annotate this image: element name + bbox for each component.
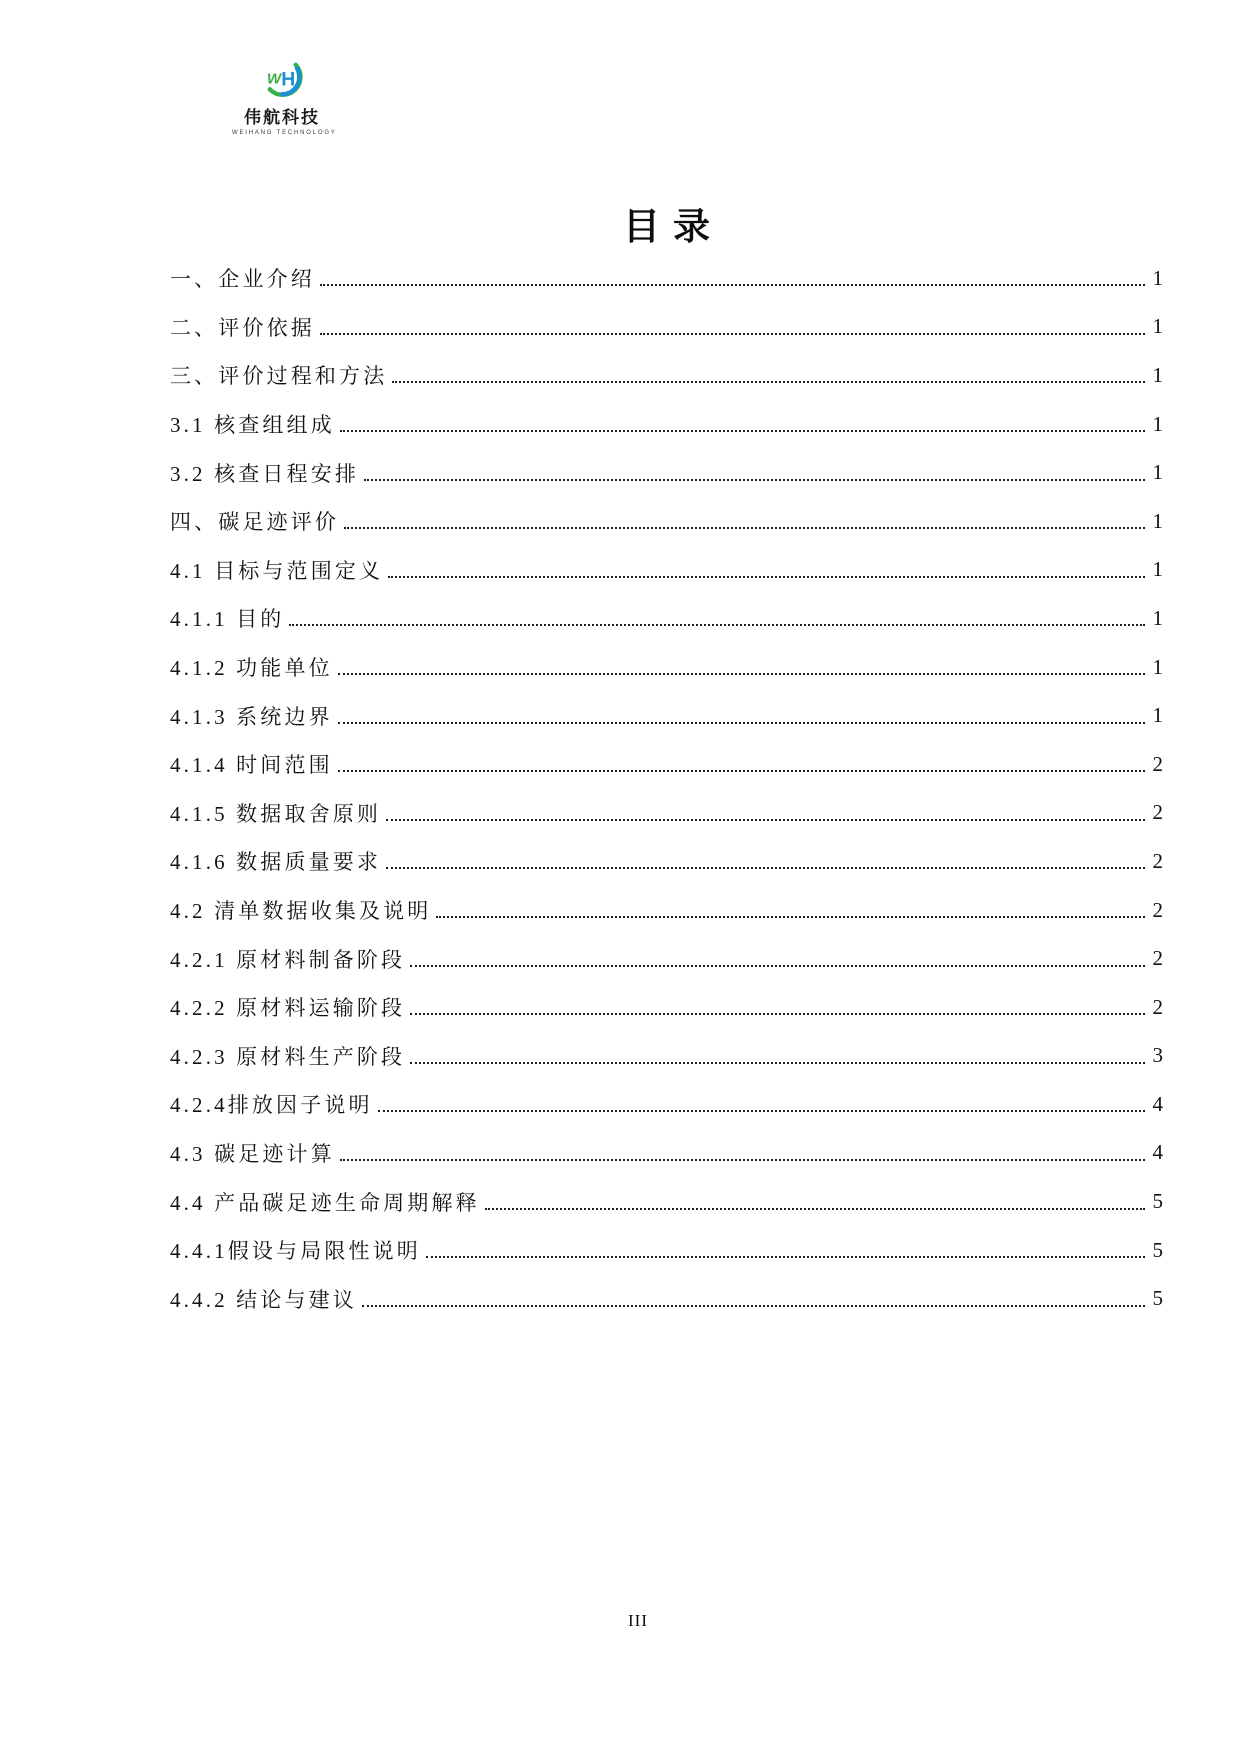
logo-letter-w: W: [266, 70, 282, 88]
toc-page-number: 2: [1152, 897, 1163, 922]
toc-entry[interactable]: [170, 983, 1163, 1032]
toc-page-number: 5: [1152, 1189, 1163, 1214]
toc-leader-dots: [344, 527, 1145, 529]
toc-entry-label: 三、评价过程和方法: [170, 364, 388, 389]
toc-entry[interactable]: [170, 546, 1163, 595]
toc-entry-label: 4.1.6 数据质量要求: [170, 850, 382, 875]
toc-title: 目录: [623, 207, 723, 248]
toc-leader-dots: [320, 284, 1145, 286]
toc-entry[interactable]: [170, 886, 1163, 935]
toc-page-number: 1: [1152, 557, 1163, 582]
toc-leader-dots: [410, 1062, 1145, 1064]
toc-page-number: 5: [1152, 1286, 1163, 1311]
toc-leader-dots: [338, 722, 1145, 724]
toc-page-number: 1: [1152, 508, 1163, 533]
toc-page-number: 4: [1152, 1091, 1163, 1116]
toc-entry-label: 一、企业介绍: [170, 267, 315, 292]
toc-leader-dots: [386, 867, 1145, 869]
toc-entry-label: 4.3 碳足迹计算: [170, 1141, 335, 1166]
toc-entry[interactable]: [170, 594, 1163, 643]
toc-entry-label: 4.4 产品碳足迹生命周期解释: [170, 1190, 480, 1215]
toc-entry[interactable]: [170, 1032, 1163, 1081]
toc-entry[interactable]: [170, 837, 1163, 886]
toc-leader-dots: [340, 430, 1145, 432]
logo-brand-name-en: WEIHANG TECHNOLOGY: [232, 130, 337, 136]
toc-entry-label: 3.1 核查组组成: [170, 413, 335, 438]
toc-page-number: 4: [1152, 1140, 1163, 1165]
toc-entry-label: 4.4.2 结论与建议: [170, 1287, 357, 1312]
toc-entry-label: 4.1.3 系统边界: [170, 704, 333, 729]
toc-leader-dots: [338, 673, 1145, 675]
toc-leader-dots: [340, 1159, 1145, 1161]
toc-page-number: 2: [1152, 848, 1163, 873]
toc-page-number: 3: [1152, 1043, 1163, 1068]
toc-leader-dots: [338, 770, 1145, 772]
toc-entry[interactable]: [170, 254, 1163, 303]
toc-entry-label: 4.2.2 原材料运输阶段: [170, 996, 406, 1021]
toc-entry[interactable]: [170, 691, 1163, 740]
toc-page-number: 2: [1152, 946, 1163, 971]
toc-entry[interactable]: [170, 740, 1163, 789]
toc-page-number: 1: [1152, 314, 1163, 339]
company-logo: [232, 54, 337, 136]
toc-entry-label: 4.1 目标与范围定义: [170, 558, 384, 583]
toc-leader-dots: [410, 1013, 1145, 1015]
toc-entry[interactable]: [170, 1080, 1163, 1129]
toc-leader-dots: [320, 333, 1145, 335]
toc-page-number: 5: [1152, 1237, 1163, 1262]
toc-page-number: 2: [1152, 751, 1163, 776]
toc-leader-dots: [386, 819, 1145, 821]
toc-entry-label: 3.2 核查日程安排: [170, 461, 359, 486]
logo-letter-h: H: [281, 68, 296, 91]
toc-entry-label: 4.2.1 原材料制备阶段: [170, 947, 406, 972]
page-number-roman: III: [628, 1611, 648, 1630]
toc-entry-label: 4.2.3 原材料生产阶段: [170, 1044, 406, 1069]
toc-entry-label: 四、碳足迹评价: [170, 510, 340, 535]
logo-mark-icon: [259, 54, 305, 100]
toc-page-number: 1: [1152, 460, 1163, 485]
logo-brand-name-cn: 伟航科技: [244, 108, 320, 127]
toc-leader-dots: [364, 479, 1145, 481]
toc-entry-label: 4.1.5 数据取舍原则: [170, 801, 382, 826]
toc-page-number: 1: [1152, 265, 1163, 290]
toc-entry-label: 4.1.2 功能单位: [170, 656, 333, 681]
toc-entry[interactable]: [170, 934, 1163, 983]
toc-entry[interactable]: [170, 1226, 1163, 1275]
toc-entry[interactable]: [170, 1177, 1163, 1226]
toc-entry-label: 4.4.1假设与局限性说明: [170, 1239, 421, 1264]
toc-page-number: 1: [1152, 703, 1163, 728]
toc-entry-label: 4.1.4 时间范围: [170, 753, 333, 778]
toc-leader-dots: [392, 381, 1145, 383]
toc-entry-label: 4.2 清单数据收集及说明: [170, 899, 432, 924]
toc-entry[interactable]: [170, 789, 1163, 838]
toc-leader-dots: [485, 1208, 1145, 1210]
toc-leader-dots: [289, 624, 1145, 626]
toc-page-number: 2: [1152, 800, 1163, 825]
toc-entry[interactable]: [170, 643, 1163, 692]
toc-leader-dots: [362, 1305, 1145, 1307]
toc-entry[interactable]: [170, 448, 1163, 497]
toc-entry[interactable]: [170, 351, 1163, 400]
toc-entry[interactable]: [170, 400, 1163, 449]
toc-page-number: 1: [1152, 411, 1163, 436]
page-footer: [120, 1611, 1156, 1631]
toc-leader-dots: [378, 1110, 1145, 1112]
toc-page-number: 2: [1152, 994, 1163, 1019]
toc-entry-label: 4.2.4排放因子说明: [170, 1093, 373, 1118]
toc-entry[interactable]: [170, 497, 1163, 546]
toc-entry[interactable]: [170, 303, 1163, 352]
toc-page-number: 1: [1152, 362, 1163, 387]
toc-leader-dots: [388, 576, 1145, 578]
toc-leader-dots: [436, 916, 1145, 918]
toc-page-number: 1: [1152, 654, 1163, 679]
toc-list: [170, 254, 1163, 1323]
toc-entry[interactable]: [170, 1129, 1163, 1178]
toc-leader-dots: [426, 1256, 1145, 1258]
toc-page-number: 1: [1152, 605, 1163, 630]
toc-leader-dots: [410, 965, 1145, 967]
toc-entry-label: 4.1.1 目的: [170, 607, 285, 632]
toc-entry[interactable]: [170, 1274, 1163, 1323]
toc-entry-label: 二、评价依据: [170, 315, 315, 340]
